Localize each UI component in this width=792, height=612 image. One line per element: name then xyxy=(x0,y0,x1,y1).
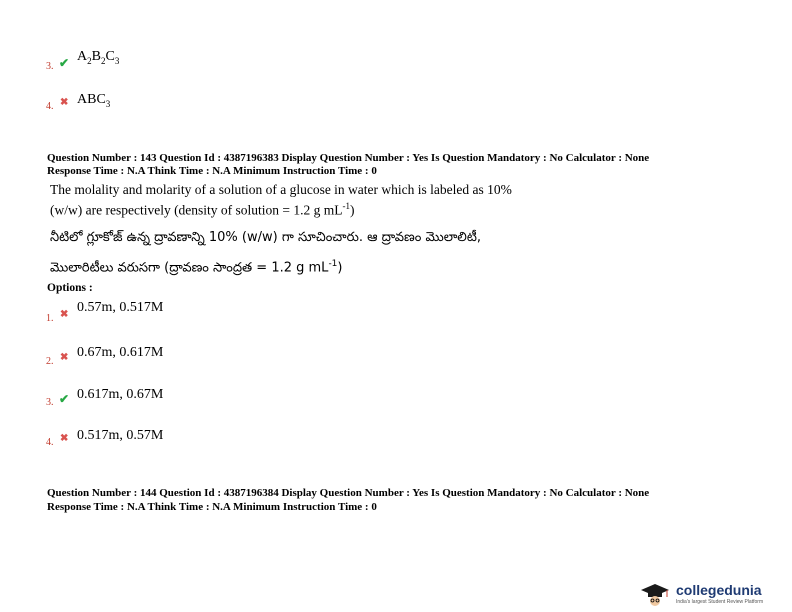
option-1-number: 1. xyxy=(46,313,54,324)
prev-option-4-number: 4. xyxy=(46,101,54,112)
option-1-text: 0.57m, 0.517M xyxy=(77,300,164,315)
wrong-cross-icon: ✖ xyxy=(60,309,69,320)
graduate-cap-icon xyxy=(640,582,670,606)
q143-meta-line1: Question Number : 143 Question Id : 4387196383 Display Question Number : Yes Is Question Mandatory : No Calculator : None xyxy=(47,152,650,164)
wrong-cross-icon: ✖ xyxy=(60,97,69,108)
logo-wordmark: collegedunia xyxy=(676,582,762,598)
correct-check-icon: ✔ xyxy=(59,56,70,70)
prev-option-3-text: $A_2B_2C_3$ xyxy=(77,49,120,66)
collegedunia-logo xyxy=(640,580,788,610)
options-label: Options : xyxy=(47,282,93,294)
q143-telugu-line1: నీటిలో గ్లూకోజ్ ఉన్న ద్రావణాన్ని 10% (w/w) గా సూచించారు. ఆ ద్రావణం మొలాలిటీ, xyxy=(50,230,482,245)
prev-option-4-text: $ABC_3$ xyxy=(77,92,111,109)
wrong-cross-icon: ✖ xyxy=(60,433,69,444)
option-3-number: 3. xyxy=(46,397,54,408)
q143-english-line2: (w/w) are respectively (density of solution = 1.2 g $mL^{-1}$) xyxy=(50,201,355,218)
correct-check-icon: ✔ xyxy=(59,392,70,406)
q143-english-line1: The molality and molarity of a solution of a glucose in water which is labeled as 10% xyxy=(50,182,512,197)
logo-tagline: India's largest Student Review Platform xyxy=(676,599,764,605)
q143-telugu-line2: మొలారిటీలు వరుసగా (ద్రావణం సాంద్రత = 1.2 g $mL^{-1}$) xyxy=(50,259,343,276)
q144-meta-line2: Response Time : N.A Think Time : N.A Minimum Instruction Time : 0 xyxy=(47,501,377,513)
q143-meta-line2: Response Time : N.A Think Time : N.A Minimum Instruction Time : 0 xyxy=(47,165,377,177)
option-2-number: 2. xyxy=(46,356,54,367)
option-4-text: 0.517m, 0.57M xyxy=(77,428,164,443)
option-4-number: 4. xyxy=(46,437,54,448)
wrong-cross-icon: ✖ xyxy=(60,352,69,363)
option-2-text: 0.67m, 0.617M xyxy=(77,345,164,360)
q144-meta-line1: Question Number : 144 Question Id : 4387196384 Display Question Number : Yes Is Question Mandatory : No Calculator : None xyxy=(47,487,650,499)
option-3-text: 0.617m, 0.67M xyxy=(77,387,164,402)
prev-option-3-number: 3. xyxy=(46,61,54,72)
